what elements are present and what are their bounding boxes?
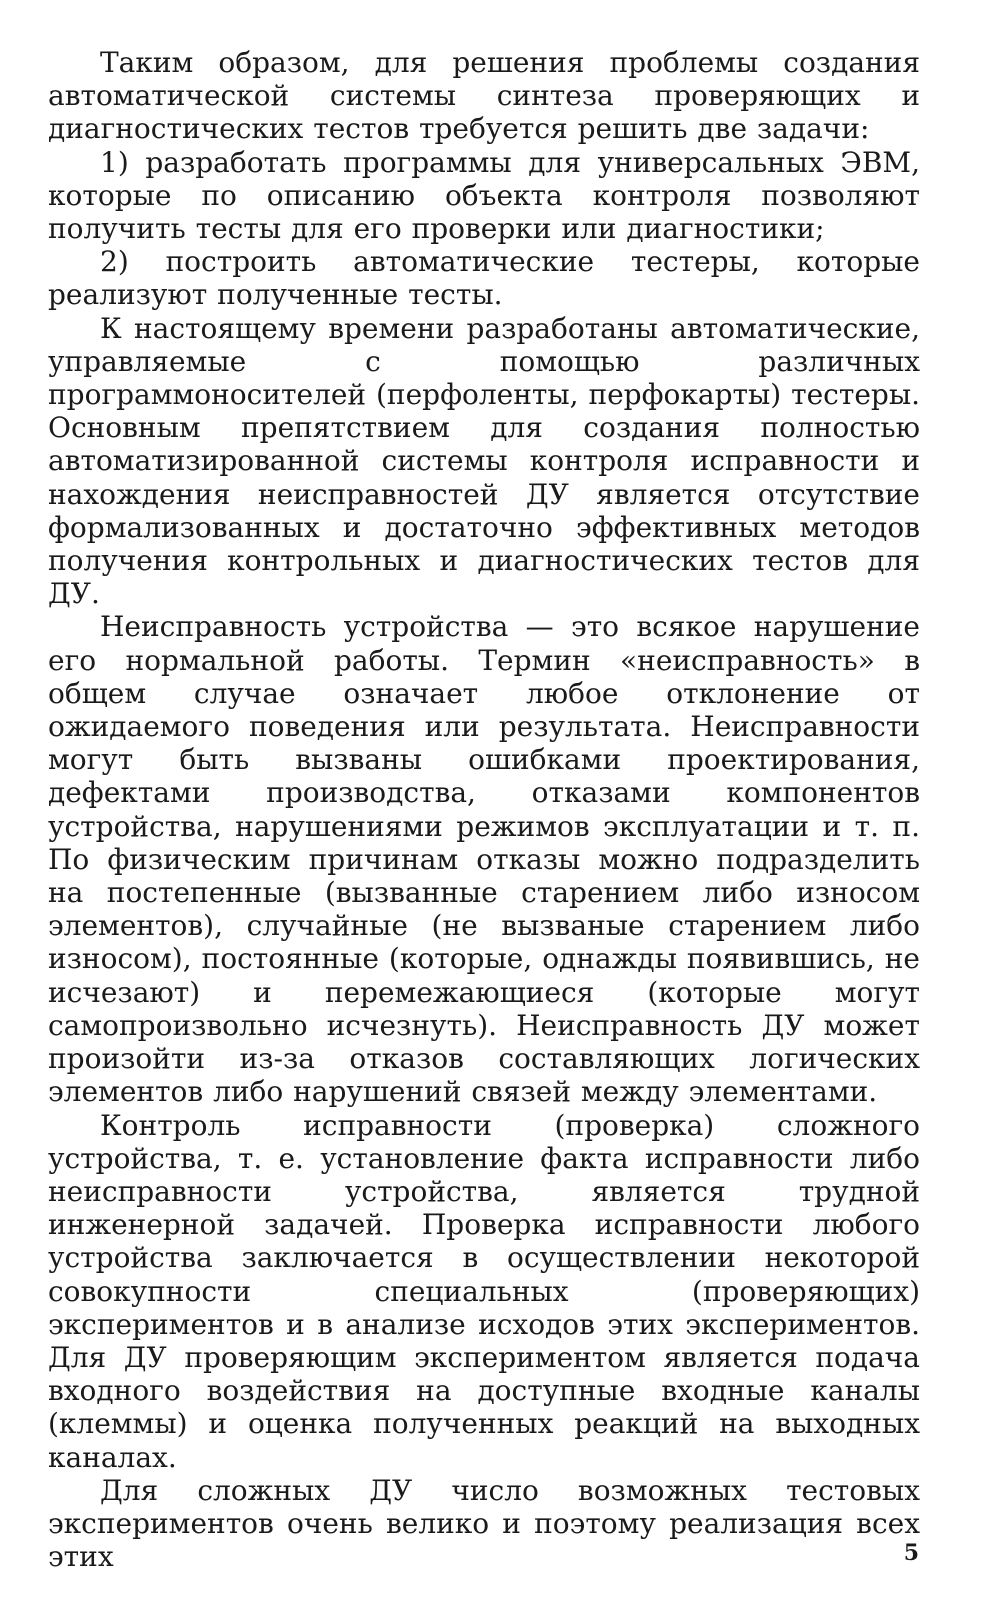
paragraph-3: 2) построить автоматические тестеры, которые реализуют полученные тесты. — [48, 245, 920, 312]
paragraph-2: 1) разработать программы для универсальных ЭВМ, которые по описанию объекта контроля позволяют получить тесты для его проверки или диагностики; — [48, 145, 920, 246]
paragraph-7: Для сложных ДУ число возможных тестовых экспериментов очень велико и поэтому реализация всех этих — [48, 1473, 920, 1574]
paragraph-4: К настоящему времени разработаны автоматические, управляемые с помощью различных программоносителей (перфоленты, перфокарты) тестеры. Основным препятствием для создания полностью автоматизированной системы контроля исправности и нахождения неисправностей ДУ является отсутствие формализованных и достаточно эффективных методов получения контрольных и диагностических тестов для ДУ. — [48, 311, 920, 611]
paragraph-5: Неисправность устройства — это всякое нарушение его нормальной работы. Термин «неисправность» в общем случае означает любое отклонение от ожидаемого поведения или результата. Неисправности могут быть вызваны ошибками проектирования, дефектами производства, отказами компонентов устройства, нарушениями режимов эксплуатации и т. п. По физическим причинам отказы можно подразделить на постепенные (вызванные старением либо износом элементов), случайные (не вызваные старением либо износом), постоянные (которые, однажды появившись, не исчезают) и перемежающиеся (которые могут самопроизвольно исчезнуть). Неисправность ДУ может произойти из-за отказов составляющих логических элементов либо нарушений связей между элементами. — [48, 610, 920, 1109]
paragraph-1: Таким образом, для решения проблемы создания автоматической системы синтеза проверяющих и диагностических тестов требуется решить две задачи: — [48, 46, 920, 146]
page-body — [48, 46, 920, 1573]
paragraph-6: Контроль исправности (проверка) сложного устройства, т. е. установление факта исправности либо неисправности устройства, является трудной инженерной задачей. Проверка исправности любого устройства заключается в осуществлении некоторой совокупности специальных (проверяющих) экспериментов и в анализе исходов этих экспериментов. Для ДУ проверяющим экспериментом является подача входного воздействия на доступные входные каналы (клеммы) и оценка полученных реакций на выходных каналах. — [48, 1108, 920, 1474]
page-number: 5 — [903, 1540, 919, 1566]
